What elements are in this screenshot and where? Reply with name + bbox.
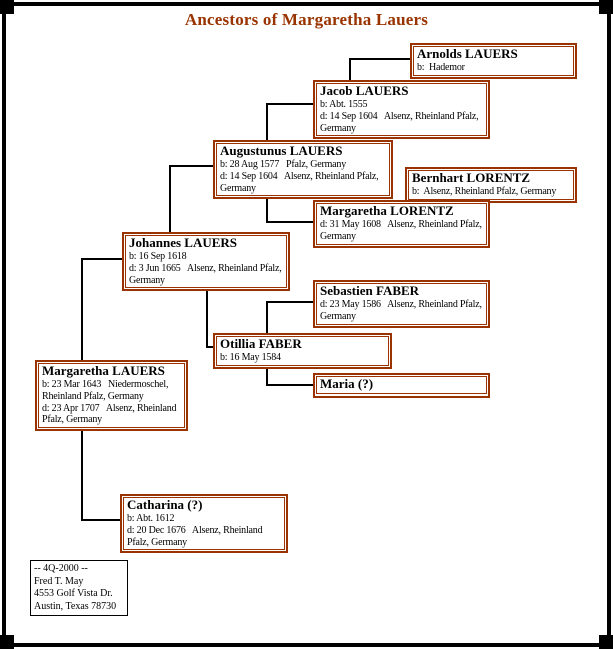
person-box-johannes-lauers[interactable]: [122, 232, 290, 291]
connector-line: [266, 384, 313, 386]
preparer-line: -- 4Q-2000 --: [34, 563, 88, 574]
chart-title: Ancestors of Margaretha Lauers: [184, 10, 429, 29]
person-box-augustunus-lauers[interactable]: [213, 140, 393, 199]
connector-line: [266, 221, 313, 223]
connector-line: [81, 258, 122, 260]
connector-line: [81, 424, 83, 521]
person-detail: d: 23 May 1586 Alsenz, Rheinland Pfalz, Germany: [320, 298, 485, 322]
person-box-jacob-lauers[interactable]: [313, 80, 490, 139]
connector-line: [266, 103, 268, 140]
person-box-sebastien-faber[interactable]: [313, 280, 490, 328]
person-detail: d: 31 May 1608 Alsenz, Rheinland Pfalz, Germany: [320, 218, 485, 242]
person-name: Maria (?): [320, 376, 374, 391]
person-detail: b: Alsenz, Rheinland Pfalz, Germany: [412, 185, 557, 197]
connector-line: [349, 58, 351, 80]
connector-line: [206, 346, 213, 348]
preparer-info-box: [30, 560, 128, 616]
person-box-margaretha-lorentz[interactable]: [313, 200, 490, 248]
person-name: Augustunus LAUERS: [220, 143, 343, 158]
person-detail: b: Abt. 1612: [127, 512, 175, 524]
person-name: Arnolds LAUERS: [417, 46, 518, 61]
person-detail: d: 14 Sep 1604 Alsenz, Rheinland Pfalz, Germany: [320, 110, 481, 134]
connector-line: [81, 258, 83, 360]
preparer-line: Fred T. May: [34, 575, 84, 587]
person-detail: b: Abt. 1555: [320, 98, 368, 110]
person-box-bernhart-lorentz[interactable]: [405, 167, 577, 203]
preparer-line: Austin, Texas 78730: [34, 600, 117, 612]
connector-line: [266, 301, 268, 333]
connector-line: [206, 285, 208, 348]
preparer-line: 4553 Golf Vista Dr.: [34, 588, 113, 599]
person-name: Catharina (?): [127, 497, 203, 512]
person-detail: b: 16 Sep 1618: [129, 250, 187, 262]
person-box-otillia-faber[interactable]: [213, 333, 392, 369]
person-name: Otillia FABER: [220, 336, 302, 351]
person-detail: b: 16 May 1584: [220, 351, 281, 363]
person-name: Sebastien FABER: [320, 283, 420, 298]
person-detail: d: 23 Apr 1707 Alsenz, Rheinland Pfalz, Germany: [42, 402, 179, 426]
person-name: Margaretha LAUERS: [42, 363, 165, 378]
person-detail: b: 23 Mar 1643 Niedermoschel, Rheinland Pfalz, Germany: [42, 378, 171, 402]
person-detail: b: Hademor: [417, 61, 465, 73]
person-name: Margaretha LORENTZ: [320, 203, 454, 218]
person-detail: d: 3 Jun 1665 Alsenz, Rheinland Pfalz, Germany: [129, 262, 284, 286]
connector-line: [169, 165, 213, 167]
person-detail: b: 28 Aug 1577 Pfalz, Germany: [220, 158, 347, 170]
person-detail: d: 14 Sep 1604 Alsenz, Rheinland Pfalz, Germany: [220, 170, 381, 194]
person-name: Bernhart LORENTZ: [412, 170, 531, 185]
person-box-maria[interactable]: [313, 373, 490, 398]
person-name: Jacob LAUERS: [320, 83, 409, 98]
person-detail: d: 20 Dec 1676 Alsenz, Rheinland Pfalz, Germany: [127, 524, 265, 548]
person-box-catharina[interactable]: [120, 494, 288, 553]
outer-frame: [2, 2, 611, 647]
frame-corner: [599, 635, 613, 649]
connector-line: [266, 301, 313, 303]
connector-line: [266, 103, 313, 105]
person-box-arnolds-lauers[interactable]: [410, 43, 577, 79]
connector-line: [349, 58, 410, 60]
connector-line: [169, 165, 171, 232]
connector-line: [81, 519, 120, 521]
person-name: Johannes LAUERS: [129, 235, 238, 250]
person-box-margaretha-lauers[interactable]: [35, 360, 188, 431]
frame-corner: [0, 635, 14, 649]
